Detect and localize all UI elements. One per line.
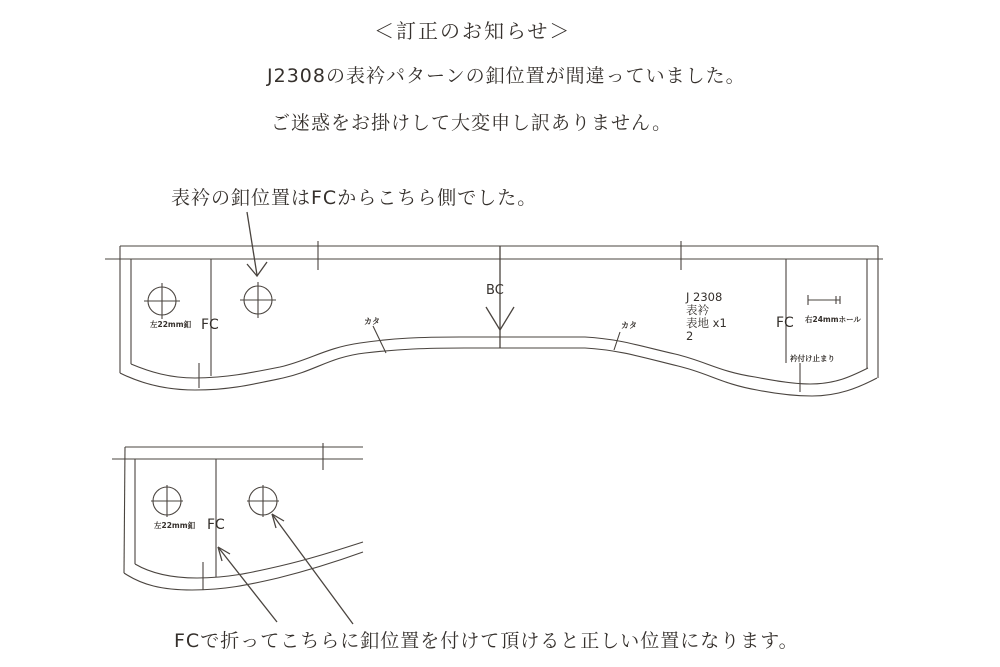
button-mark-wrong-position [240, 282, 276, 318]
button-mark-correct-position [247, 485, 279, 517]
label-kata-right: カタ [621, 321, 637, 330]
label-piece-name: 表衿 [686, 303, 709, 317]
annotation-arrow-to-fc-line [218, 547, 277, 622]
collar-pattern-detail [112, 443, 363, 624]
button-mark-left [151, 485, 183, 517]
collar-pattern-full [105, 212, 883, 396]
annotation-correct-position: FCで折ってこちらに釦位置を付けて頂けると正しい位置になります。 [174, 630, 799, 652]
label-fc-right: FC [776, 315, 794, 331]
annotation-arrow-top [247, 212, 267, 276]
label-piece-id: J 2308 [686, 290, 723, 304]
label-fabric-qty: 表地 x1 [686, 316, 727, 330]
label-right-buttonhole: 右24mmホール [805, 315, 861, 324]
bottom-curve-cut [124, 552, 363, 590]
label-kata-left: カタ [364, 317, 380, 326]
notice-body-line2: ご迷惑をお掛けして大変申し訳ありません。 [271, 112, 673, 134]
annotation-wrong-position: 表衿の釦位置はFCからこちら側でした。 [171, 187, 538, 209]
bottom-curve-cut [120, 348, 877, 396]
label-left-button: 左22mm釦 [154, 521, 196, 530]
label-fc: FC [207, 517, 225, 533]
label-fc-left: FC [201, 317, 219, 333]
bottom-curve-seam [135, 542, 363, 578]
label-piece-number: 2 [686, 329, 694, 343]
label-collar-attach-stop: 衿付け止まり [790, 354, 835, 363]
buttonhole-mark-icon [808, 295, 840, 305]
annotation-arrow-to-button [272, 514, 353, 624]
label-left-button: 左22mm釦 [150, 320, 192, 329]
label-bc: BC [486, 283, 504, 298]
button-mark-left [144, 283, 180, 319]
notice-body-line1: J2308の表衿パターンの釦位置が間違っていました。 [267, 65, 746, 87]
notice-title: ＜訂正のお知らせ＞ [374, 19, 572, 43]
left-outer-edge [124, 447, 125, 573]
